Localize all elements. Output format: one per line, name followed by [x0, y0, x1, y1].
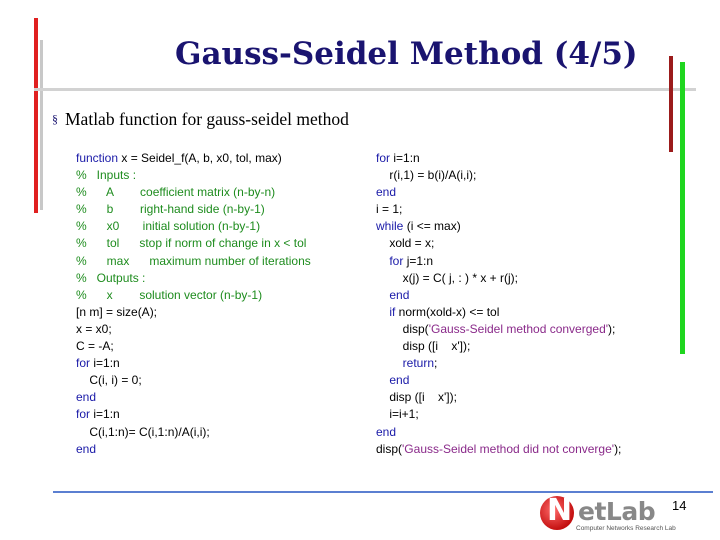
code-line: [376, 270, 621, 287]
code-line: [376, 184, 621, 201]
netlab-logo: [538, 493, 718, 536]
page-number: 14: [672, 498, 687, 513]
code-token: end: [76, 390, 97, 405]
accent-bar-gray: [40, 40, 43, 210]
code-token: i = 1;: [376, 202, 403, 217]
code-token: [376, 305, 389, 319]
code-line: [76, 150, 311, 167]
code-line: [376, 406, 621, 423]
code-token: x = x0;: [76, 321, 112, 336]
code-line: [76, 201, 311, 218]
code-token: disp(: [376, 441, 403, 456]
accent-bar-red: [34, 18, 38, 213]
code-line: [376, 201, 621, 218]
code-line: [376, 253, 621, 270]
code-line: [376, 167, 621, 184]
code-line: [376, 150, 621, 167]
code-line: [376, 424, 621, 441]
code-token: end: [389, 287, 410, 302]
code-token: [n m] = size(A);: [76, 304, 158, 319]
code-token: end: [76, 441, 97, 456]
code-block-right: [376, 150, 621, 458]
code-token: [376, 288, 389, 302]
code-token: (i <= max): [403, 219, 461, 234]
code-token: % b right-hand side (n-by-1): [76, 202, 265, 217]
code-token: if: [389, 304, 396, 319]
code-line: [76, 389, 311, 406]
code-line: [76, 441, 311, 458]
code-token: % max maximum number of iterations: [76, 253, 311, 268]
code-token: end: [376, 424, 397, 439]
code-token: [376, 373, 389, 387]
code-token: r(i,1) = b(i)/A(i,i);: [376, 168, 477, 183]
code-line: [376, 287, 621, 304]
code-token: C(i, i) = 0;: [76, 373, 142, 388]
code-token: C = -A;: [76, 339, 114, 354]
code-line: [376, 321, 621, 338]
code-line: [76, 355, 311, 372]
code-line: [76, 270, 311, 287]
code-token: i=1:n: [90, 407, 120, 422]
code-line: [76, 372, 311, 389]
slide-title: Gauss-Seidel Method (4/5): [175, 36, 638, 72]
accent-bar-darkred: [669, 56, 673, 152]
code-token: return: [402, 356, 435, 371]
code-token: for: [389, 253, 404, 268]
code-line: [376, 441, 621, 458]
logo-wordmark: etLab: [578, 497, 656, 526]
logo-subtitle: Computer Networks Research Lab: [576, 525, 676, 532]
code-token: norm(xold-x) <= tol: [395, 304, 500, 319]
bullet-item: [52, 109, 349, 130]
code-line: [376, 218, 621, 235]
code-token: 'Gauss-Seidel method converged': [428, 321, 609, 336]
code-line: [76, 338, 311, 355]
code-block-left: [76, 150, 311, 458]
code-line: [76, 218, 311, 235]
code-token: % Inputs :: [76, 168, 137, 183]
code-token: xold = x;: [376, 236, 435, 251]
code-token: % Outputs :: [76, 270, 146, 285]
code-token: x(j) = C( j, : ) * x + r(j);: [376, 270, 519, 285]
code-line: [76, 424, 311, 441]
code-token: disp ([i x']);: [376, 339, 471, 354]
code-token: % x solution vector (n-by-1): [76, 287, 263, 302]
code-line: [376, 355, 621, 372]
code-line: [76, 406, 311, 423]
code-token: );: [608, 321, 616, 336]
code-token: );: [614, 441, 622, 456]
code-token: end: [389, 373, 410, 388]
code-token: C(i,1:n)= C(i,1:n)/A(i,i);: [76, 424, 210, 439]
code-token: for: [76, 356, 91, 371]
code-token: i=i+1;: [376, 407, 419, 422]
code-token: % x0 initial solution (n-by-1): [76, 219, 261, 234]
code-line: [376, 235, 621, 252]
code-token: end: [376, 185, 397, 200]
code-token: for: [376, 151, 391, 165]
code-token: [376, 356, 403, 370]
code-token: [376, 254, 389, 268]
code-line: [76, 287, 311, 304]
code-line: [76, 321, 311, 338]
code-line: [76, 253, 311, 270]
code-line: [376, 372, 621, 389]
code-line: [376, 338, 621, 355]
code-line: [76, 304, 311, 321]
logo-letter: N: [547, 493, 573, 528]
code-line: [76, 167, 311, 184]
code-line: [76, 184, 311, 201]
footer-divider: [53, 491, 713, 493]
accent-bar-green: [680, 62, 685, 354]
code-token: % tol stop if norm of change in x < tol: [76, 236, 307, 251]
bullet-text: Matlab function for gauss-seidel method: [65, 109, 349, 129]
code-token: % A coefficient matrix (n-by-n): [76, 185, 276, 200]
code-line: [376, 304, 621, 321]
code-token: disp ([i x']);: [376, 390, 457, 405]
code-token: while: [376, 219, 404, 234]
code-token: disp(: [376, 321, 429, 336]
code-token: 'Gauss-Seidel method did not converge': [402, 441, 615, 456]
bullet-marker-icon: §: [52, 112, 58, 126]
code-token: ;: [434, 356, 438, 371]
code-token: x = Seidel_f(A, b, x0, tol, max): [118, 151, 282, 165]
code-line: [376, 389, 621, 406]
title-divider: [34, 88, 696, 91]
code-token: function: [76, 151, 119, 165]
code-token: i=1:n: [90, 356, 120, 371]
code-line: [76, 235, 311, 252]
code-token: j=1:n: [403, 253, 434, 268]
code-token: for: [76, 407, 91, 422]
code-token: i=1:n: [390, 151, 420, 165]
